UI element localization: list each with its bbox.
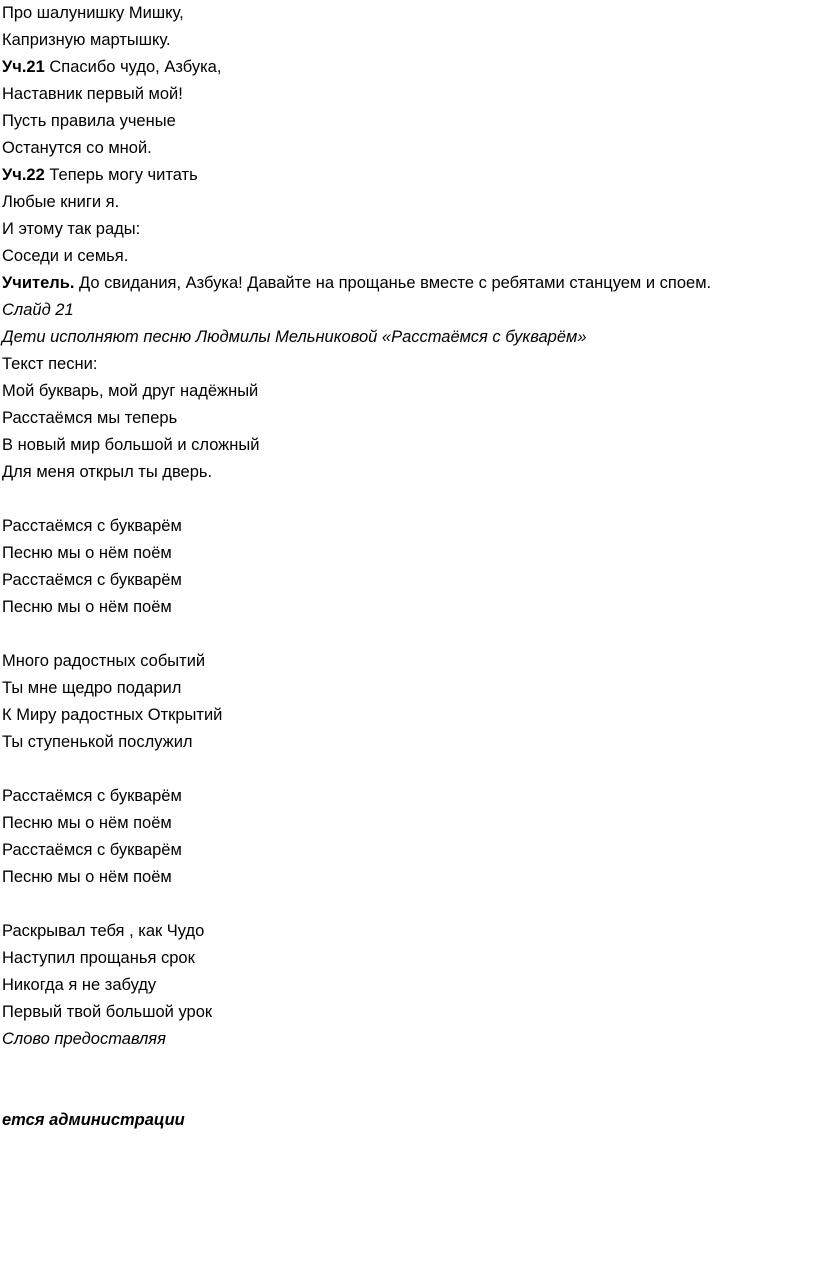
text-line: Останутся со мной. — [2, 139, 152, 157]
text-line: Пусть правила ученые — [2, 112, 176, 130]
speaker-line — [2, 54, 812, 81]
stanza-gap — [2, 891, 812, 918]
lyrics-label: Текст песни: — [2, 355, 98, 373]
text-line: И этому так рады: — [2, 220, 141, 238]
text-line: Любые книги я. — [2, 193, 120, 211]
song-intro: Дети исполняют песню Людмилы Мельниковой «Расстаёмся с букварём» — [2, 328, 587, 346]
text-line: Наставник первый мой! — [2, 85, 183, 103]
verse-2 — [2, 648, 812, 756]
lyric-line: Расстаёмся с букварём — [2, 841, 182, 859]
verse-1 — [2, 378, 812, 486]
lyric-line: Раскрывал тебя , как Чудо — [2, 922, 205, 940]
lyric-line: Песню мы о нём поём — [2, 544, 172, 562]
speaker-line — [2, 162, 812, 189]
lyric-line: Много радостных событий — [2, 652, 206, 670]
closing-line-2: ется администрации — [2, 1111, 185, 1129]
speaker-label: Уч.22 — [2, 166, 45, 184]
lyric-line: Расстаёмся с букварём — [2, 517, 182, 535]
lyric-line: К Миру радостных Открытий — [2, 706, 223, 724]
teacher-text: До свидания, Азбука! Давайте на прощанье вместе с ребятами станцуем и споем. — [74, 274, 712, 292]
teacher-label: Учитель. — [2, 274, 75, 292]
lyric-line: Первый твой большой урок — [2, 1003, 213, 1021]
lyric-line: Расстаёмся с букварём — [2, 787, 182, 805]
chorus-2 — [2, 783, 812, 891]
lyric-line: Никогда я не забуду — [2, 976, 157, 994]
teacher-line — [2, 270, 812, 297]
lyric-line: Ты мне щедро подарил — [2, 679, 182, 697]
speaker-text: Теперь могу читать — [44, 166, 198, 184]
lyric-line: Расстаёмся с букварём — [2, 571, 182, 589]
text-line: Про шалунишку Мишку, — [2, 4, 184, 22]
lyric-line: Для меня открыл ты дверь. — [2, 463, 213, 481]
lyric-line: В новый мир большой и сложный — [2, 436, 260, 454]
stanza-gap — [2, 486, 812, 513]
document-page — [2, 0, 812, 1134]
lyric-line: Песню мы о нём поём — [2, 598, 172, 616]
lyric-line: Песню мы о нём поём — [2, 868, 172, 886]
slide-note: Слайд 21 — [2, 301, 74, 319]
lyric-line: Наступил прощанья срок — [2, 949, 195, 967]
stanza-gap — [2, 756, 812, 783]
stanza-gap — [2, 621, 812, 648]
paragraph-gap — [2, 1053, 812, 1107]
text-line: Капризную мартышку. — [2, 31, 171, 49]
speaker-label: Уч.21 — [2, 58, 45, 76]
closing-line-1: Слово предоставляя — [2, 1030, 166, 1048]
lyric-line: Ты ступенькой послужил — [2, 733, 193, 751]
verse-3 — [2, 918, 812, 1026]
chorus-1 — [2, 513, 812, 621]
lyric-line: Мой букварь, мой друг надёжный — [2, 382, 259, 400]
lyric-line: Расстаёмся мы теперь — [2, 409, 178, 427]
speaker-text: Спасибо чудо, Азбука, — [44, 58, 222, 76]
text-line: Соседи и семья. — [2, 247, 129, 265]
lyric-line: Песню мы о нём поём — [2, 814, 172, 832]
